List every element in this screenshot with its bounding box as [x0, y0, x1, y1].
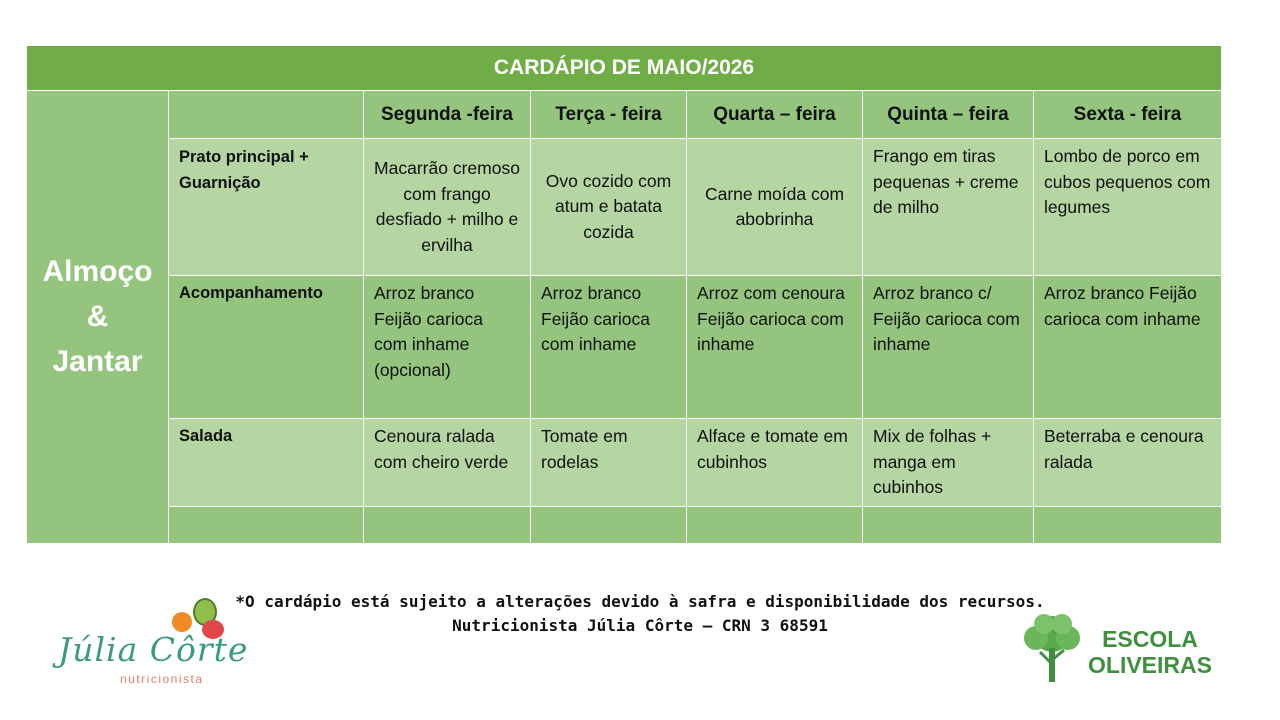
orange-icon	[172, 612, 192, 632]
julia-corte-logo	[52, 594, 249, 690]
menu-cell: Beterraba e cenoura ralada	[1034, 419, 1222, 507]
menu-cell: Arroz branco Feijão carioca com inhame (opcional)	[364, 276, 531, 419]
menu-cell: Frango em tiras pequenas + creme de milho	[863, 139, 1034, 276]
day-header: Terça - feira	[531, 91, 687, 139]
empty-cell	[531, 506, 687, 543]
school-name-line2: OLIVEIRAS	[1088, 652, 1212, 678]
day-header: Segunda -feira	[364, 91, 531, 139]
menu-cell: Arroz com cenoura Feijão carioca com inhame	[687, 276, 863, 419]
school-name	[1088, 626, 1212, 678]
row-label: Acompanhamento	[169, 276, 364, 419]
menu-title: CARDÁPIO DE MAIO/2026	[27, 46, 1222, 91]
row-label	[169, 139, 364, 276]
empty-cell	[687, 506, 863, 543]
menu-cell: Mix de folhas + manga em cubinhos	[863, 419, 1034, 507]
julia-logo-name: Júlia Côrte	[58, 630, 249, 669]
school-name-line1: ESCOLA	[1102, 626, 1198, 652]
row-label-text: Prato principal + Guarnição	[179, 148, 309, 192]
menu-cell: Macarrão cremoso com frango desfiado + milho e ervilha	[364, 139, 531, 276]
day-header: Quinta – feira	[863, 91, 1034, 139]
menu-cell: Lombo de porco em cubos pequenos com legumes	[1034, 139, 1222, 276]
empty-cell	[863, 506, 1034, 543]
menu-cell: Cenoura ralada com cheiro verde	[364, 419, 531, 507]
day-header: Quarta – feira	[687, 91, 863, 139]
julia-logo-subtitle: nutricionista	[120, 672, 204, 686]
menu-cell: Tomate em rodelas	[531, 419, 687, 507]
escola-oliveiras-logo	[1018, 612, 1228, 688]
row-label: Salada	[169, 419, 364, 507]
day-header: Sexta - feira	[1034, 91, 1222, 139]
menu-cell: Alface e tomate em cubinhos	[687, 419, 863, 507]
nutritionist-signature: Nutricionista Júlia Côrte – CRN 3 68591	[452, 616, 828, 635]
corner-cell	[169, 91, 364, 139]
menu-cell: Arroz branco Feijão carioca com inhame	[531, 276, 687, 419]
meal-label-line: Almoço	[42, 255, 153, 289]
meal-label	[27, 91, 169, 544]
menu-disclaimer: *O cardápio está sujeito a alterações devido à safra e disponibilidade dos recursos.	[235, 592, 1045, 611]
empty-cell	[364, 506, 531, 543]
menu-cell: Arroz branco c/ Feijão carioca com inhame	[863, 276, 1034, 419]
meal-label-line: Jantar	[52, 345, 143, 379]
menu-cell: Ovo cozido com atum e batata cozida	[531, 139, 687, 276]
menu-table	[26, 45, 1222, 544]
menu-cell: Carne moída com abobrinha	[687, 139, 863, 276]
empty-cell	[1034, 506, 1222, 543]
meal-label-line: &	[86, 300, 109, 334]
olive-tree-icon	[1018, 612, 1086, 686]
menu-cell: Arroz branco Feijão carioca com inhame	[1034, 276, 1222, 419]
empty-cell	[169, 506, 364, 543]
